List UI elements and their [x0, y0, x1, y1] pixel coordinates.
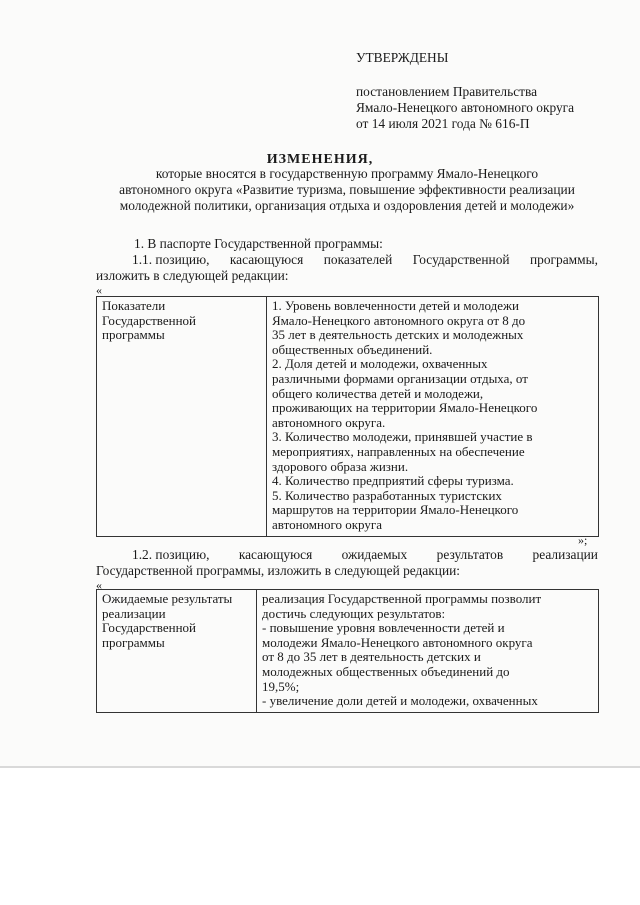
table-row [97, 590, 599, 713]
word: Государственной [412, 252, 510, 267]
cell-line: Ожидаемые результаты [102, 591, 233, 606]
paragraph-1-2 [132, 547, 598, 563]
open-quote: « [96, 283, 102, 297]
cell-line: реализации [102, 605, 166, 621]
word: реализации [532, 547, 598, 562]
table-row [97, 297, 599, 537]
approval-line: постановлением Правительства [356, 84, 538, 99]
cell-line: мероприятиях, направленных на обеспечение [272, 443, 525, 459]
word: результатов [436, 547, 504, 562]
cell-line: программы [102, 634, 165, 650]
table-cell-content [257, 590, 599, 713]
word: касающуюся [238, 547, 313, 562]
approval-line: Ямало-Ненецкого автономного округа [356, 100, 575, 115]
subtitle-line: автономного округа «Развитие туризма, повышение эффективности реализации [119, 182, 575, 197]
cell-line: 4. Количество предприятий сферы туризма. [272, 473, 514, 489]
cell-line: 1. Уровень вовлеченности детей и молодежи [272, 298, 519, 313]
cell-line: Ямало-Ненецкого автономного округа от 8 до [272, 312, 526, 328]
paragraph-1: 1. В паспорте Государственной программы: [134, 236, 383, 251]
approval-block [356, 50, 616, 132]
page-edge [0, 766, 640, 768]
close-quote: »; [578, 533, 588, 547]
table-cell-label [97, 590, 257, 713]
cell-line: общественных объединений. [272, 341, 433, 357]
table-cell-content [267, 297, 599, 537]
word: касающуюся [229, 252, 304, 267]
cell-line: маршрутов на территории Ямало-Ненецкого [272, 502, 519, 518]
subtitle-line: молодежной политики, организация отдыха и оздоровления детей и молодежи» [119, 198, 575, 213]
cell-line: Показатели [102, 298, 166, 313]
results-table [96, 589, 599, 713]
approval-line: от 14 июля 2021 года № 616-П [356, 116, 530, 131]
cell-line: 2. Доля детей и молодежи, охваченных [272, 356, 488, 372]
word: показателей [323, 252, 393, 267]
cell-line: 19,5%; [262, 678, 300, 694]
cell-line: достичь следующих результатов: [262, 605, 446, 621]
cell-line: реализация Государственной программы позволит [262, 591, 542, 606]
paragraph-1-2-cont: Государственной программы, изложить в следующей редакции: [96, 563, 461, 578]
cell-line: программы [102, 327, 165, 343]
cell-line: общего количества детей и молодежи, [272, 385, 484, 401]
document-title: ИЗМЕНЕНИЯ, [266, 152, 374, 167]
approval-title: УТВЕРЖДЕНЫ [356, 50, 449, 65]
word: 1.2. позицию, [132, 547, 210, 562]
cell-line: Государственной [102, 620, 197, 636]
word: программы, [529, 252, 598, 267]
cell-line: здорового образа жизни. [272, 458, 409, 474]
paragraph-1-1 [132, 252, 598, 268]
open-quote: « [96, 578, 102, 592]
cell-line: Государственной [102, 312, 197, 328]
indicators-table [96, 296, 599, 537]
document-subtitle [80, 166, 614, 214]
word: ожидаемых [341, 547, 408, 562]
cell-line: автономного округа. [272, 414, 386, 430]
cell-line: - повышение уровня вовлеченности детей и [262, 620, 505, 636]
cell-line: 35 лет в деятельность детских и молодежных [272, 327, 524, 343]
paragraph-1-1-cont: изложить в следующей редакции: [96, 268, 289, 283]
cell-line: автономного округа [272, 516, 382, 532]
cell-line: молодежных общественных объединений до [262, 663, 510, 679]
cell-line: 3. Количество молодежи, принявшей участие в [272, 429, 533, 445]
subtitle-line: которые вносятся в государственную программу Ямало-Ненецкого [155, 166, 539, 181]
cell-line: различными формами организации отдыха, от [272, 370, 528, 386]
cell-line: молодежи Ямало-Ненецкого автономного округа [262, 634, 533, 650]
table-cell-label [97, 297, 267, 537]
cell-line: проживающих на территории Ямало-Ненецкого [272, 400, 538, 416]
cell-line: 5. Количество разработанных туристских [272, 487, 502, 503]
cell-line: от 8 до 35 лет в деятельность детских и [262, 649, 481, 665]
word: 1.1. позицию, [132, 252, 210, 267]
cell-line: - увеличение доли детей и молодежи, охваченных [262, 693, 538, 709]
